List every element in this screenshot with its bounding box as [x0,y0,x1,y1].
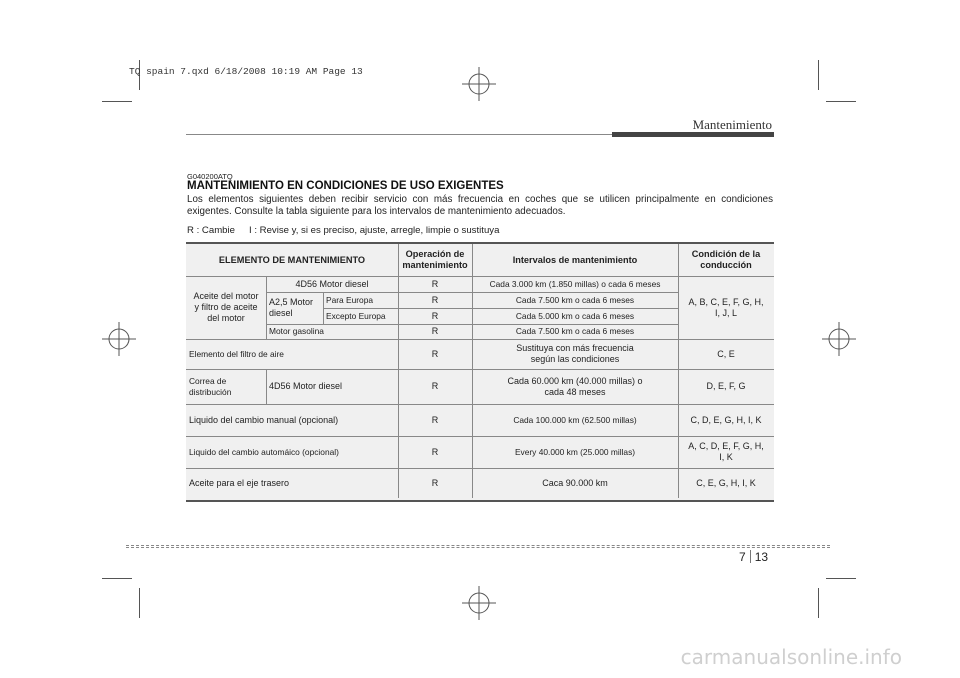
oil-condition [678,276,774,339]
row-divider [186,436,774,437]
header-condition-line2: conducción [700,260,752,270]
manual-op: R [431,414,439,425]
header-item: ELEMENTO DE MANTENIMIENTO [218,254,366,265]
column-divider [323,292,324,324]
air-filter-op: R [431,348,439,359]
belt-interval-line2: cada 48 meses [544,386,606,397]
maintenance-table [186,242,774,502]
oil-interval-gasoline: Cada 7.500 km o cada 6 meses [515,326,635,336]
row-divider [186,404,774,405]
oil-a25-line2: diesel [269,308,293,318]
chapter-number: 7 [739,550,746,564]
header-operation-line2: mantenimiento [402,260,468,270]
belt-interval [472,369,678,404]
oil-label-line3: del motor [207,313,245,323]
belt-interval-line1: Cada 60.000 km (40.000 millas) o [507,375,643,386]
registration-mark-icon [822,322,856,356]
belt-condition: D, E, F, G [706,381,746,391]
belt-label-line1: Correa de [189,375,227,386]
air-filter-interval [472,339,678,369]
page-number-separator [750,550,751,563]
watermark: carmanualsonline.info [680,645,902,669]
crop-mark [818,60,819,90]
legend [187,225,513,236]
air-filter-condition: C, E [717,348,735,359]
air-filter-interval-line1: Sustituya con más frecuencia [516,343,634,353]
section-code: G040200ATQ [187,172,233,181]
section-title: Mantenimiento [692,117,772,132]
axle-label: Aceite para el eje trasero [189,477,290,488]
air-filter-interval-line2: según las condiciones [530,354,620,364]
column-divider [398,244,399,498]
axle-op: R [431,477,439,488]
auto-label: Liquido del cambio automáico (opcional) [189,446,339,457]
header-bar [612,132,774,137]
oil-op-except-europe: R [431,310,439,321]
header-condition [678,244,774,276]
registration-mark-icon [102,322,136,356]
row-divider [186,369,774,370]
auto-condition [678,436,774,468]
oil-condition-line1: A, B, C, E, F, G, H, [688,296,764,307]
crop-mark [102,578,132,579]
axle-condition: C, E, G, H, I, K [696,477,756,488]
oil-variant-gasoline: Motor gasolina [269,326,324,336]
row-divider [186,339,774,340]
row-divider [186,276,774,277]
oil-interval-europe: Cada 7.500 km o cada 6 meses [515,294,635,305]
oil-op-4d56: R [431,278,439,289]
oil-label-line1: Aceite del motor [193,291,259,301]
crop-mark [818,588,819,618]
oil-a25-line1: A2,5 Motor [269,297,314,307]
row-divider [323,308,678,309]
belt-variant: 4D56 Motor diesel [269,381,343,391]
crop-mark [826,578,856,579]
header-condition-line1: Condición de la [691,249,761,259]
crop-mark [102,101,132,102]
crop-mark [826,101,856,102]
registration-mark-icon [462,67,496,101]
air-filter-label: Elemento del filtro de aire [189,348,284,359]
belt-label [186,369,266,404]
oil-op-gasoline: R [431,326,439,336]
registration-mark-icon [462,586,496,620]
auto-condition-line1: A, C, D, E, F, G, H, [688,441,764,451]
page-heading: MANTENIMIENTO EN CONDICIONES DE USO EXIGENTES [187,180,504,192]
print-slug: TQ spain 7.qxd 6/18/2008 10:19 AM Page 13 [129,66,363,77]
legend-inspect: I : Revise y, si es preciso, ajuste, arregle, limpie o sustituya [248,225,500,236]
auto-op: R [431,446,439,457]
page-number [739,550,768,564]
manual-label: Liquido del cambio manual (opcional) [189,414,339,425]
manual-interval: Cada 100.000 km (62.500 millas) [513,414,637,425]
footer-rule [126,547,830,548]
oil-interval-except-europe: Cada 5.000 km o cada 6 meses [515,310,635,321]
auto-interval: Every 40.000 km (25.000 millas) [514,446,636,457]
page-number-value: 13 [754,550,769,564]
oil-variant-4d56: 4D56 Motor diesel [295,278,369,289]
oil-op-europe: R [431,294,439,305]
column-divider [266,276,267,339]
header-operation-line1: Operación de [405,249,465,259]
axle-interval: Caca 90.000 km [542,477,608,488]
manual-condition: C, D, E, G, H, I, K [690,414,762,425]
footer-rule [126,545,830,546]
header-interval: Intervalos de mantenimiento [512,254,638,265]
column-divider [266,369,267,404]
oil-label [186,276,266,339]
column-divider [472,244,473,498]
oil-label-line2: y filtro de aceite [194,302,258,312]
belt-label-line2: distribución [189,386,232,397]
oil-variant-europe: Para Europa [326,294,374,305]
row-divider [186,468,774,469]
oil-condition-line2: I, J, L [714,307,737,318]
oil-a25-label [266,292,323,324]
header-operation [398,244,472,276]
intro-paragraph: Los elementos siguientes deben recibir servicio con más frecuencia en coches que se utilicen principalmente en condiciones exigentes. Consulte la tabla siguiente para los intervalos de mantenimiento adecuados. [187,194,773,218]
column-divider [678,244,679,498]
belt-op: R [431,381,439,391]
legend-replace: R : Cambie [187,225,235,236]
auto-condition-line2: I, K [719,452,733,462]
crop-mark [139,588,140,618]
oil-variant-except-europe: Excepto Europa [326,310,386,321]
oil-interval-4d56: Cada 3.000 km (1.850 millas) o cada 6 meses [489,278,661,289]
